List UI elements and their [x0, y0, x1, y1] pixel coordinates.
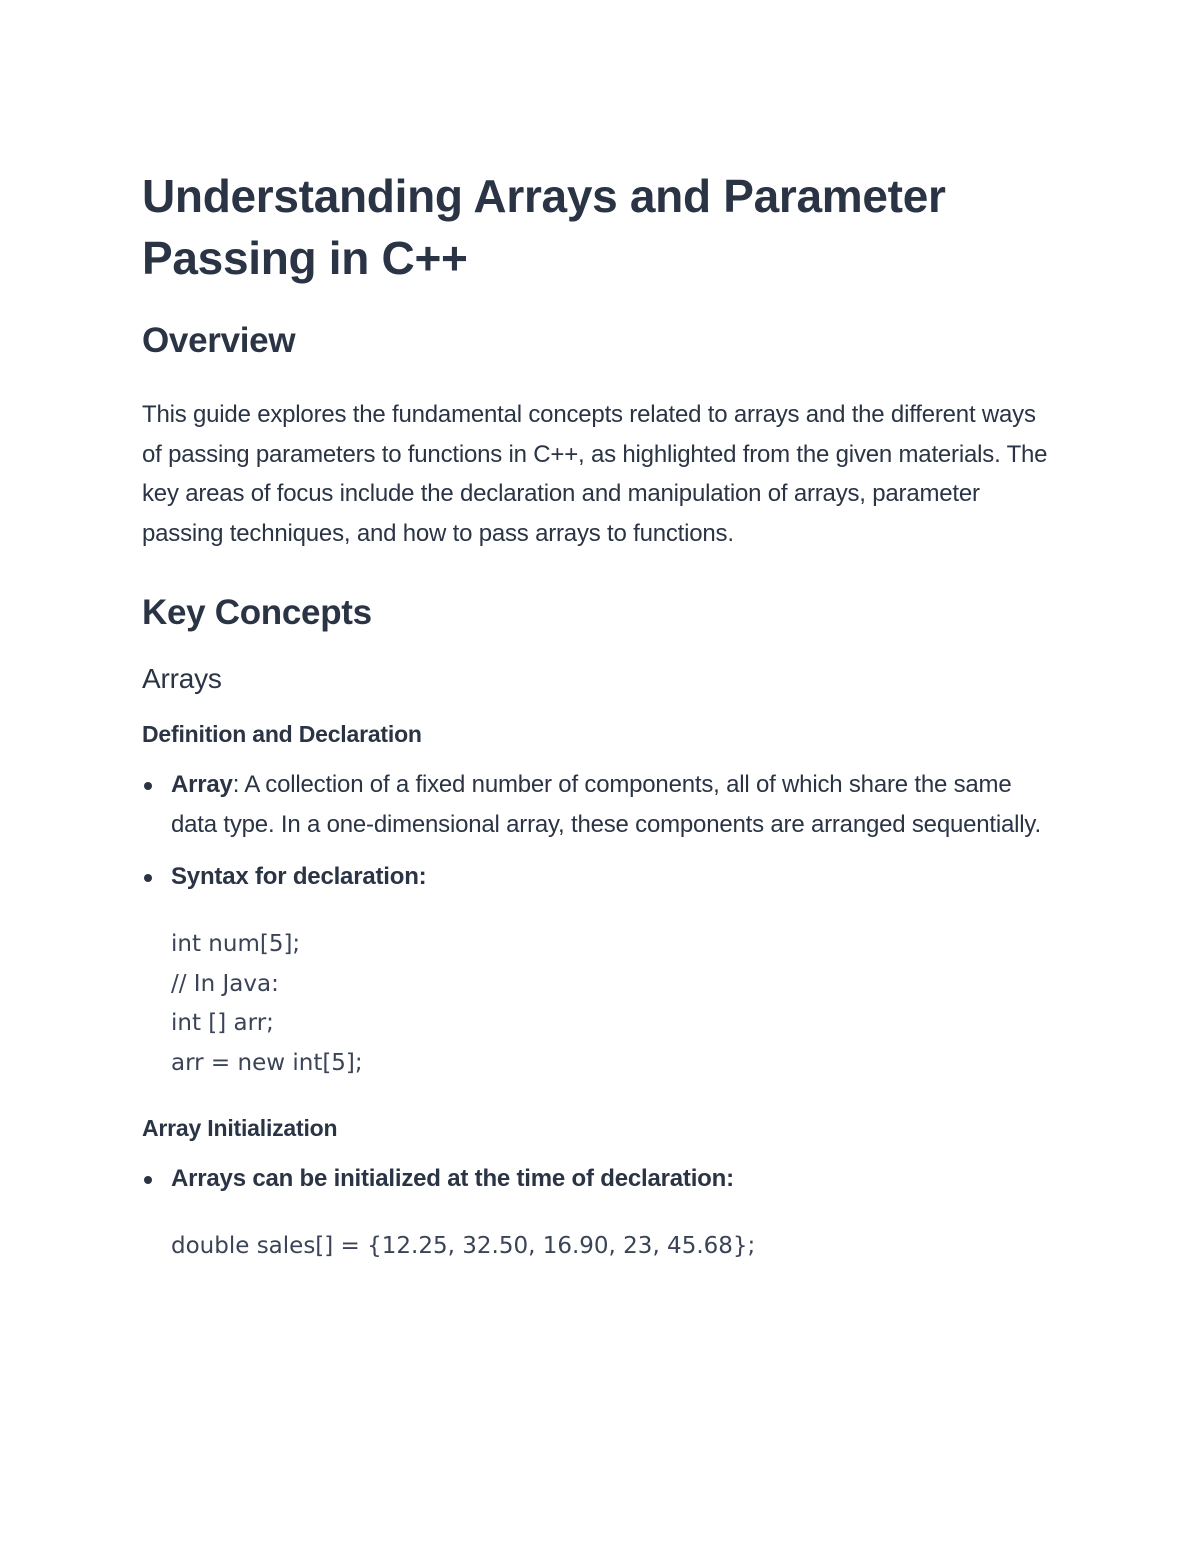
- initialization-bullet-list: [142, 1159, 1052, 1199]
- page-title: Understanding Arrays and Parameter Passing in C++: [142, 170, 946, 284]
- code-line: arr = new int[5];: [171, 1049, 363, 1076]
- list-item: [142, 1159, 1052, 1199]
- definition-declaration-heading: Definition and Declaration: [142, 721, 422, 747]
- bullet-icon: [144, 874, 152, 882]
- bullet-icon: [144, 782, 152, 790]
- code-line: int [] arr;: [171, 1010, 274, 1036]
- declaration-code-block: [171, 925, 1052, 1083]
- overview-heading: Overview: [142, 321, 296, 360]
- array-definition-text: : A collection of a fixed number of components, all of which share the same data type. In a one-dimensional array, these components are arranged sequentially.: [171, 771, 1041, 838]
- array-initialization-heading: Array Initialization: [142, 1115, 338, 1141]
- document-page: [142, 165, 1052, 1267]
- bullet-icon: [144, 1176, 152, 1184]
- list-item: [142, 857, 1052, 897]
- code-line: // In Java:: [171, 970, 279, 997]
- syntax-declaration-term: Syntax for declaration:: [171, 863, 427, 890]
- definition-bullet-list: [142, 765, 1052, 897]
- initialization-code-block: [171, 1227, 1052, 1267]
- overview-paragraph: This guide explores the fundamental concepts related to arrays and the different ways of passing parameters to functions in C++, as highlighted from the given materials. The key areas of focus include the declaration and manipulation of arrays, parameter passing techniques, and how to pass arrays to functions.: [142, 401, 1048, 547]
- initialization-term: Arrays can be initialized at the time of declaration:: [171, 1165, 734, 1192]
- key-concepts-heading: Key Concepts: [142, 593, 372, 632]
- arrays-heading: Arrays: [142, 663, 222, 694]
- code-line: int num[5];: [171, 931, 301, 957]
- list-item: [142, 765, 1052, 845]
- code-line: double sales[] = {12.25, 32.50, 16.90, 23, 45.68};: [171, 1233, 756, 1259]
- array-term: Array: [171, 771, 233, 798]
